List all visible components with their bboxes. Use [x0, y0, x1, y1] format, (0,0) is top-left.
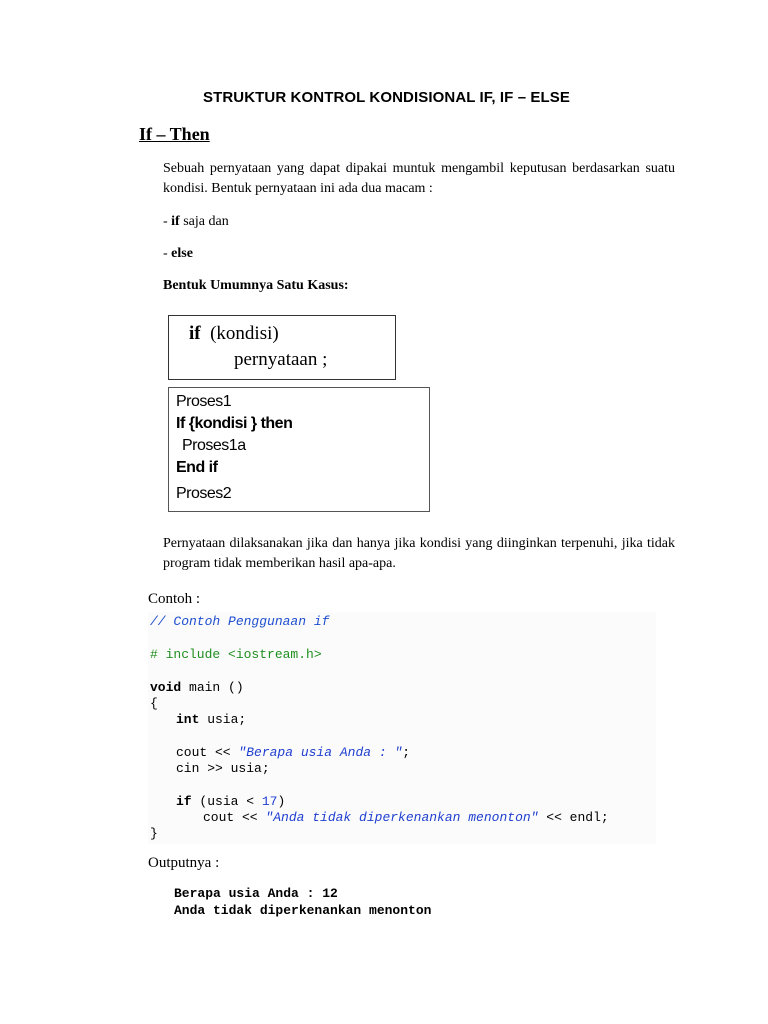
code-line — [203, 810, 609, 826]
flow-line: End if — [176, 459, 218, 476]
code-keyword: int — [176, 712, 200, 727]
code-text: cout << — [176, 745, 239, 760]
list-keyword: if — [171, 214, 180, 229]
code-text: << endl; — [538, 810, 609, 825]
code-string: "Berapa usia Anda : " — [238, 745, 403, 760]
code-string: "Anda tidak diperkenankan menonton" — [265, 810, 539, 825]
list-text: saja dan — [179, 214, 229, 229]
list-prefix: - — [163, 246, 172, 261]
code-keyword: if — [176, 794, 192, 809]
flow-line: Proses1a — [182, 437, 246, 454]
intro-paragraph: Sebuah pernyataan yang dapat dipakai muntuk mengambil keputusan berdasarkan suatu kondisi. Bentuk pernyataan ini ada dua macam : — [163, 161, 675, 196]
code-line: { — [150, 696, 158, 711]
list-item — [163, 244, 193, 264]
section-heading: If – Then — [139, 124, 210, 144]
output-line: Berapa usia Anda : 12 — [174, 886, 338, 901]
syntax-statement: pernyataan ; — [234, 349, 328, 370]
flow-line: Proses1 — [176, 393, 232, 410]
explain-paragraph: Pernyataan dilaksanakan jika dan hanya jika kondisi yang diinginkan terpenuhi, jika tidak program tidak memberikan hasil apa-apa. — [163, 536, 675, 571]
flow-line: If {kondisi } then — [176, 415, 293, 432]
code-keyword: void — [150, 680, 182, 695]
list-item — [163, 212, 229, 232]
list-prefix: - — [163, 214, 172, 229]
code-text: (usia < — [191, 794, 262, 809]
code-line — [176, 794, 285, 810]
example-label: Contoh : — [148, 591, 201, 607]
code-number: 17 — [261, 794, 278, 809]
list-keyword: else — [171, 246, 193, 261]
code-include: # include <iostream.h> — [150, 647, 322, 662]
page-title: STRUKTUR KONTROL KONDISIONAL IF, IF – ELSE — [203, 89, 570, 106]
flow-line: Proses2 — [176, 485, 232, 502]
code-comment: // Contoh Penggunaan if — [150, 614, 330, 629]
output-line: Anda tidak diperkenankan menonton — [174, 903, 432, 918]
syntax-if-line — [189, 323, 279, 345]
code-line: cin >> usia; — [176, 761, 270, 776]
code-line: } — [150, 826, 158, 841]
code-line — [176, 712, 246, 728]
code-line — [176, 745, 410, 761]
code-text: ; — [402, 745, 411, 760]
code-line — [150, 680, 244, 696]
code-text: main () — [181, 680, 244, 695]
form-heading: Bentuk Umumnya Satu Kasus: — [163, 278, 349, 293]
code-text: cout << — [203, 810, 266, 825]
output-label: Outputnya : — [148, 855, 220, 871]
code-text: ) — [277, 794, 286, 809]
code-text: usia; — [199, 712, 247, 727]
syntax-keyword: if — [189, 323, 201, 344]
syntax-condition: (kondisi) — [200, 323, 279, 344]
